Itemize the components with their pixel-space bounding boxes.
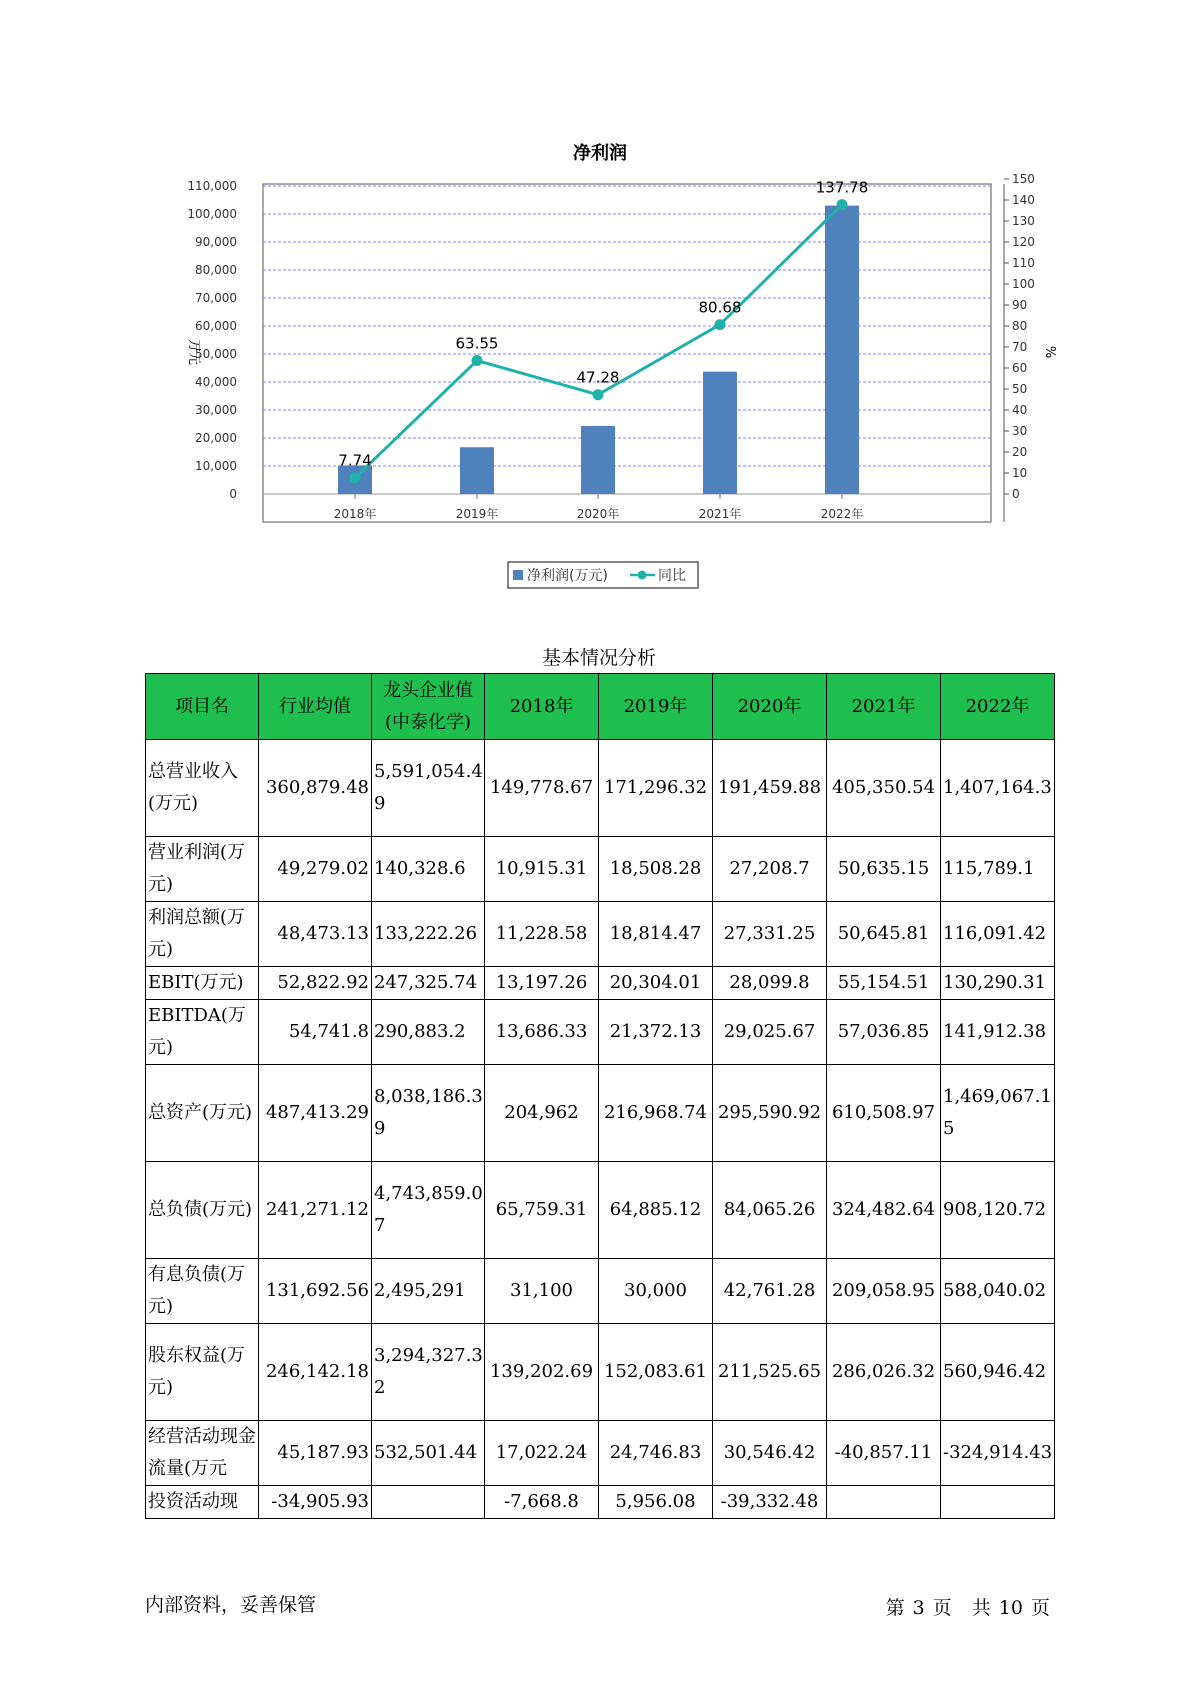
y2-axis-label: % [1042, 345, 1057, 359]
table-cell: 139,202.69 [485, 1324, 599, 1421]
table-cell: 246,142.18 [259, 1324, 372, 1421]
table-cell: 52,822.92 [259, 967, 372, 1000]
table-cell: 28,099.8 [713, 967, 827, 1000]
table-cell: 48,473.13 [259, 902, 372, 967]
header-item-name: 项目名 [146, 674, 259, 740]
table-cell: 84,065.26 [713, 1162, 827, 1259]
header-2020: 2020年 [713, 674, 827, 740]
y-tick-label: 60,000 [195, 319, 237, 333]
table-cell: 216,968.74 [599, 1065, 713, 1162]
table-row [146, 1421, 1055, 1486]
table-row [146, 967, 1055, 1000]
table-cell: 24,746.83 [599, 1421, 713, 1486]
page-indicator [882, 1593, 1054, 1620]
legend-swatch-marker [638, 571, 647, 580]
bar-2021年 [703, 372, 737, 494]
legend-label-bar: 净利润(万元) [527, 568, 608, 584]
y2-tick-label: 150 [1012, 172, 1035, 186]
y-tick-label: 50,000 [195, 347, 237, 361]
table-cell: 18,508.28 [599, 837, 713, 902]
chart-legend [508, 562, 698, 588]
header-2019: 2019年 [599, 674, 713, 740]
table-row [146, 837, 1055, 902]
yoy-point-2020年 [593, 389, 604, 400]
yoy-point-2018年 [350, 472, 361, 483]
table-cell: 54,741.8 [259, 1000, 372, 1065]
table-cell: 50,635.15 [827, 837, 941, 902]
table-cell: 1,469,067.15 [941, 1065, 1055, 1162]
table-cell: 908,120.72 [941, 1162, 1055, 1259]
header-industry-avg: 行业均值 [259, 674, 372, 740]
table-cell: 13,686.33 [485, 1000, 599, 1065]
x-tick-label: 2022年 [820, 507, 864, 521]
table-cell: -34,905.93 [259, 1486, 372, 1519]
y2-tick-label: 60 [1012, 361, 1028, 375]
yoy-data-label: 47.28 [576, 368, 620, 387]
table-cell: -40,857.11 [827, 1421, 941, 1486]
legend-label-line: 同比 [658, 568, 686, 584]
table-cell: 3,294,327.32 [372, 1324, 485, 1421]
x-tick-label: 2018年 [333, 507, 377, 521]
table-cell: 487,413.29 [259, 1065, 372, 1162]
table-cell: 610,508.97 [827, 1065, 941, 1162]
page-number: 3 [912, 1597, 925, 1619]
y2-tick-label: 110 [1012, 256, 1035, 270]
header-2021: 2021年 [827, 674, 941, 740]
table-cell: 209,058.95 [827, 1259, 941, 1324]
table-row [146, 902, 1055, 967]
table-cell: 560,946.42 [941, 1324, 1055, 1421]
footer-note: 内部资料，妥善保管 [145, 1594, 317, 1616]
yoy-data-label: 137.78 [815, 178, 869, 197]
table-cell [372, 1486, 485, 1519]
y-tick-label: 30,000 [195, 403, 237, 417]
table-cell: 360,879.48 [259, 740, 372, 837]
table-cell: 405,350.54 [827, 740, 941, 837]
y-tick-label: 40,000 [195, 375, 237, 389]
table-cell: 5,591,054.49 [372, 740, 485, 837]
table-cell: 290,883.2 [372, 1000, 485, 1065]
table-cell: 171,296.32 [599, 740, 713, 837]
row-label: 营业利润(万元) [146, 837, 259, 902]
header-leader-value: 龙头企业值(中泰化学) [372, 674, 485, 740]
table-cell: 191,459.88 [713, 740, 827, 837]
row-label: 股东权益(万元) [146, 1324, 259, 1421]
table-row [146, 1324, 1055, 1421]
row-label: 总营业收入(万元) [146, 740, 259, 837]
table-cell: 116,091.42 [941, 902, 1055, 967]
y-tick-label: 0 [229, 487, 237, 501]
table-cell: 31,100 [485, 1259, 599, 1324]
y-tick-label: 100,000 [187, 207, 237, 221]
yoy-data-label: 63.55 [455, 334, 499, 353]
table-cell: 4,743,859.07 [372, 1162, 485, 1259]
y2-tick-label: 140 [1012, 193, 1035, 207]
basic-analysis-table [145, 673, 1055, 1519]
table-cell: 64,885.12 [599, 1162, 713, 1259]
table-cell: 588,040.02 [941, 1259, 1055, 1324]
table-cell: 20,304.01 [599, 967, 713, 1000]
total-unit: 页 [1030, 1597, 1050, 1619]
plot-area [263, 184, 991, 522]
yoy-point-2021年 [715, 319, 726, 330]
row-label: 总资产(万元) [146, 1065, 259, 1162]
table-cell: 532,501.44 [372, 1421, 485, 1486]
y-tick-label: 10,000 [195, 459, 237, 473]
table-cell: 140,328.6 [372, 837, 485, 902]
row-label: 总负债(万元) [146, 1162, 259, 1259]
legend-swatch-bar [513, 570, 523, 580]
row-label: 投资活动现 [146, 1486, 259, 1519]
table-row [146, 1065, 1055, 1162]
page-prefix: 第 [885, 1597, 905, 1619]
table-cell: 17,022.24 [485, 1421, 599, 1486]
y2-tick-label: 10 [1012, 466, 1028, 480]
table-cell: 324,482.64 [827, 1162, 941, 1259]
chart-title: 净利润 [573, 143, 627, 164]
y2-tick-label: 130 [1012, 214, 1035, 228]
y2-tick-label: 50 [1012, 382, 1028, 396]
table-cell: 247,325.74 [372, 967, 485, 1000]
net-profit-chart [150, 130, 1057, 590]
table-cell: 65,759.31 [485, 1162, 599, 1259]
x-tick-label: 2019年 [455, 507, 499, 521]
y2-tick-label: 70 [1012, 340, 1028, 354]
y-tick-label: 110,000 [187, 179, 237, 193]
y-axis-label: 万元 [186, 338, 201, 366]
table-cell: 241,271.12 [259, 1162, 372, 1259]
table-cell: 57,036.85 [827, 1000, 941, 1065]
y2-tick-label: 0 [1012, 487, 1020, 501]
table-cell: 50,645.81 [827, 902, 941, 967]
table-cell: 30,000 [599, 1259, 713, 1324]
y-tick-label: 90,000 [195, 235, 237, 249]
yoy-data-label: 7.74 [338, 451, 372, 470]
yoy-data-label: 80.68 [698, 298, 742, 317]
table-cell: 130,290.31 [941, 967, 1055, 1000]
row-label: 有息负债(万元) [146, 1259, 259, 1324]
table-row [146, 740, 1055, 837]
y2-tick-label: 80 [1012, 319, 1028, 333]
bar-2022年 [825, 206, 859, 494]
table-cell: 11,228.58 [485, 902, 599, 967]
total-number: 10 [998, 1597, 1023, 1619]
row-label: 利润总额(万元) [146, 902, 259, 967]
table-cell: 149,778.67 [485, 740, 599, 837]
row-label: 经营活动现金流量(万元 [146, 1421, 259, 1486]
page-unit: 页 [932, 1597, 952, 1619]
row-label: EBIT(万元) [146, 967, 259, 1000]
total-prefix: 共 [971, 1597, 991, 1619]
table-row [146, 1162, 1055, 1259]
table-cell: 204,962 [485, 1065, 599, 1162]
table-cell: 211,525.65 [713, 1324, 827, 1421]
table-row [146, 1259, 1055, 1324]
table-cell: 29,025.67 [713, 1000, 827, 1065]
yoy-point-2022年 [837, 199, 848, 210]
table-cell: 8,038,186.39 [372, 1065, 485, 1162]
table-cell: 27,331.25 [713, 902, 827, 967]
table-title: 基本情况分析 [541, 647, 656, 669]
table-cell: 13,197.26 [485, 967, 599, 1000]
y2-tick-label: 100 [1012, 277, 1035, 291]
table-cell: -324,914.43 [941, 1421, 1055, 1486]
table-cell: 18,814.47 [599, 902, 713, 967]
table-row [146, 1000, 1055, 1065]
table-cell: 141,912.38 [941, 1000, 1055, 1065]
table-cell [941, 1486, 1055, 1519]
bar-2019年 [460, 447, 494, 494]
table-cell: 295,590.92 [713, 1065, 827, 1162]
x-tick-label: 2020年 [576, 507, 620, 521]
y2-tick-label: 30 [1012, 424, 1028, 438]
table-cell: 42,761.28 [713, 1259, 827, 1324]
table-cell: 1,407,164.3 [941, 740, 1055, 837]
x-tick-label: 2021年 [698, 507, 742, 521]
y2-tick-label: 120 [1012, 235, 1035, 249]
y-tick-label: 20,000 [195, 431, 237, 445]
table-cell: 5,956.08 [599, 1486, 713, 1519]
table-cell: 21,372.13 [599, 1000, 713, 1065]
yoy-point-2019年 [472, 355, 483, 366]
table-cell: 55,154.51 [827, 967, 941, 1000]
table-cell [827, 1486, 941, 1519]
table-cell: 2,495,291 [372, 1259, 485, 1324]
table-cell: 152,083.61 [599, 1324, 713, 1421]
table-cell: -39,332.48 [713, 1486, 827, 1519]
table-cell: 10,915.31 [485, 837, 599, 902]
y2-tick-label: 20 [1012, 445, 1028, 459]
table-cell: 49,279.02 [259, 837, 372, 902]
y-tick-label: 70,000 [195, 291, 237, 305]
y2-tick-label: 90 [1012, 298, 1028, 312]
table-cell: 115,789.1 [941, 837, 1055, 902]
bar-2020年 [581, 426, 615, 494]
table-cell: 133,222.26 [372, 902, 485, 967]
y-tick-label: 80,000 [195, 263, 237, 277]
table-row [146, 1486, 1055, 1519]
header-2018: 2018年 [485, 674, 599, 740]
table-cell: 30,546.42 [713, 1421, 827, 1486]
table-cell: 286,026.32 [827, 1324, 941, 1421]
table-cell: 131,692.56 [259, 1259, 372, 1324]
y2-tick-label: 40 [1012, 403, 1028, 417]
header-2022: 2022年 [941, 674, 1055, 740]
table-cell: 27,208.7 [713, 837, 827, 902]
table-cell: 45,187.93 [259, 1421, 372, 1486]
table-header-row [146, 674, 1055, 740]
row-label: EBITDA(万元) [146, 1000, 259, 1065]
table-cell: -7,668.8 [485, 1486, 599, 1519]
